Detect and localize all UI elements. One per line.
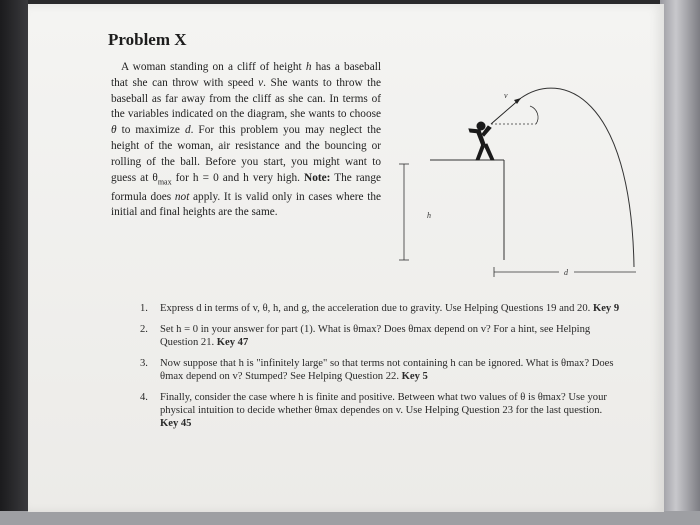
var-d: d [184, 124, 191, 137]
document-page [28, 4, 664, 512]
var-theta: θ [111, 124, 117, 137]
question-key: Key 5 [401, 371, 428, 382]
question-key: Key 47 [216, 337, 249, 348]
h-label: h [427, 211, 431, 220]
question-number: 2. [140, 324, 148, 335]
intro-text-6: for h = 0 and h very high. [171, 171, 305, 184]
woman-figure [469, 122, 494, 160]
intro-text-7: The range formula does [111, 171, 381, 203]
emphasis-not: not [174, 190, 190, 203]
question-number: 4. [140, 392, 148, 403]
question-item [140, 302, 620, 315]
cliff-diagram [396, 84, 636, 284]
intro-text-8: apply. It is valid only in cases where the initial and final heights are the same. [111, 190, 382, 219]
note-label: Note: [304, 171, 331, 184]
intro-text-2: has a baseball that she can throw with speed [111, 61, 381, 89]
question-item [140, 323, 620, 349]
intro-text-4: to maximize [116, 124, 185, 137]
problem-title: Problem X [108, 30, 187, 49]
question-number: 1. [140, 303, 148, 314]
question-text: Express d in terms of v, θ, h, and g, the acceleration due to gravity. Use Helping Questions 19 and 20. [160, 303, 593, 314]
var-v: v [258, 76, 264, 89]
question-text: Finally, consider the case where h is finite and positive. Between what two values of θ is θmax? Use your physical intuition to decide whether θmax dependes on v. Use Helping Question 23 for the last question. [160, 392, 607, 416]
var-h: h [305, 61, 312, 73]
question-number: 3. [140, 358, 148, 369]
angle-arc [530, 106, 538, 124]
question-key: Key 45 [160, 418, 192, 429]
v-label: v [504, 91, 508, 100]
intro-text-3: . She wants to throw the baseball as far away from the cliff as she can. In terms of the variables indicated on the diagram, she wants to choose [111, 76, 381, 121]
problem-statement [111, 60, 381, 221]
intro-text-1: A woman standing on a cliff of height [121, 61, 306, 73]
intro-text-5: . For this problem you may neglect the height of the woman, air resistance and the bouncing or rolling of the ball. Before you start, you might want to guess at θ [111, 124, 381, 184]
question-text: Now suppose that h is "infinitely large" so that terms not containing h can be ignored. What is θmax? Does θmax depend on v? Stumped? See Helping Question 22. [160, 358, 614, 382]
question-key: Key 9 [592, 303, 620, 314]
subscript-max: max [157, 176, 172, 186]
question-item [140, 391, 620, 430]
question-text: Set h = 0 in your answer for part (1). What is θmax? Does θmax depend on v? For a hint, see Helping Question 21. [160, 324, 591, 348]
d-label: d [564, 268, 568, 277]
monitor-bezel-left [0, 0, 28, 525]
monitor-bezel-bottom [0, 511, 700, 525]
monitor-bezel-right [660, 0, 700, 525]
question-item [140, 357, 620, 383]
question-list [140, 302, 620, 438]
